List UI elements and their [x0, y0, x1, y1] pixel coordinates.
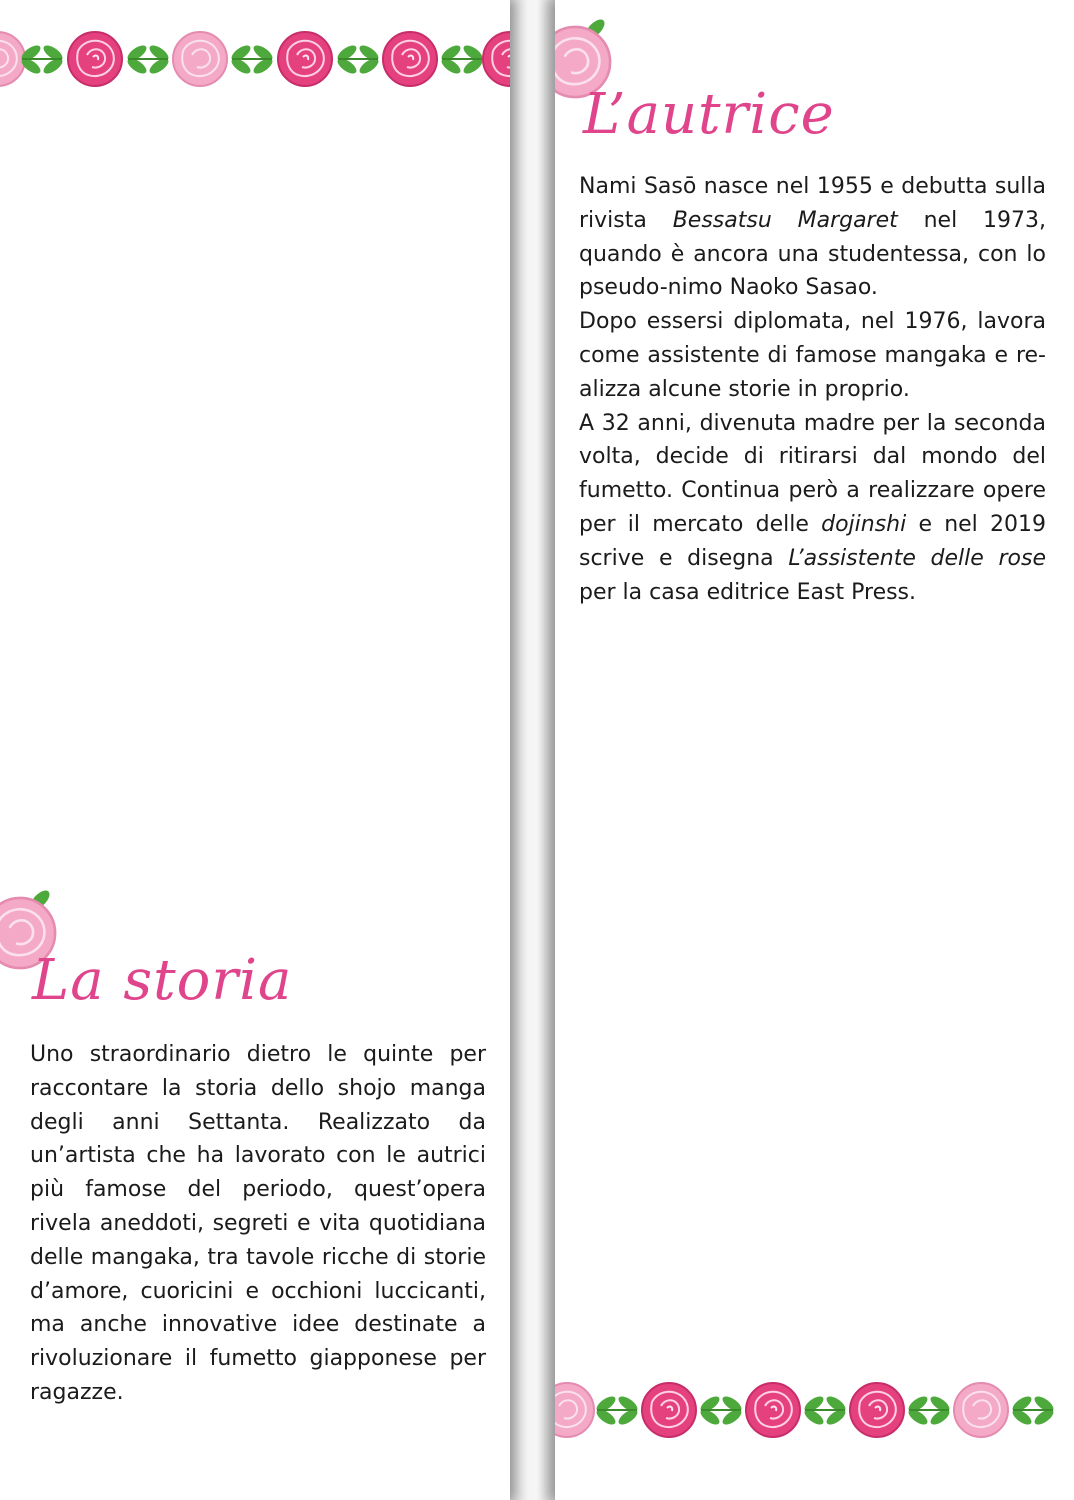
rose-icon — [555, 1383, 594, 1437]
rose-icon — [483, 32, 510, 86]
text-run: e nel 2019 scrive e disegna — [579, 511, 1047, 571]
rose-border-top — [0, 24, 510, 94]
right-page — [555, 0, 1074, 1500]
leaf-icon — [125, 43, 171, 77]
rose-icon — [954, 1383, 1008, 1437]
text-run: Nami Sasō nasce nel 1955 e debutta sulla rivista — [579, 174, 1046, 233]
leaf-icon — [439, 43, 485, 77]
leaf-icon — [906, 1394, 952, 1428]
story-paragraph — [30, 1038, 486, 1410]
leaf-icon — [698, 1394, 744, 1428]
leaf-icon — [1010, 1394, 1056, 1428]
leaf-icon — [229, 43, 275, 77]
author-paragraphs — [579, 170, 1046, 609]
leaf-icon — [335, 43, 381, 77]
magazine-title: Bessatsu Margaret — [672, 207, 898, 233]
story-heading: La storia — [32, 948, 293, 1013]
text-run: per la casa editrice East Press. — [579, 579, 917, 605]
author-paragraph-2: Dopo essersi diplomata, nel 1976, lavora come assistente di famose mangaka e re-alizza alcune storie in proprio. — [579, 309, 1046, 402]
rose-icon — [68, 32, 122, 86]
rose-icon — [746, 1383, 800, 1437]
author-paragraph-1 — [579, 170, 1046, 305]
rose-icon — [850, 1383, 904, 1437]
rose-icon — [383, 32, 437, 86]
leaf-icon — [594, 1394, 640, 1428]
work-title: L’assistente delle rose — [788, 545, 1046, 571]
dojinshi-term: dojinshi — [821, 511, 907, 537]
book-gutter — [510, 0, 555, 1500]
rose-icon — [278, 32, 332, 86]
text-run: A 32 anni, divenuta madre per la seconda volta, decide di ritirarsi dal mondo del fumetto. Continua però a realizzare opere per il mercato delle — [579, 410, 1046, 537]
story-text: Uno straordinario dietro le quinte per raccontare la storia dello shojo manga degli anni Settanta. Realizzato da un’artista che ha lavorato con le autrici più famose del periodo, quest’opera rivela aneddoti, segreti e vita quotidiana delle mangaka, tra tavole ricche di storie d’amore, cuoricini e occhioni luccicanti, ma anche innovative idee destinate a rivoluzionare il fumetto giapponese per ragazze. — [30, 1042, 486, 1405]
text-run: nel 1973, quando è ancora una studentessa, con lo pseudo-nimo Naoko Sasao. — [579, 207, 1047, 301]
rose-icon — [642, 1383, 696, 1437]
author-heading: L’autrice — [583, 82, 835, 147]
author-paragraph-3 — [579, 407, 1046, 610]
left-page — [0, 0, 510, 1500]
rose-border-bottom — [555, 1375, 1074, 1445]
leaf-icon — [802, 1394, 848, 1428]
leaf-icon — [19, 43, 65, 77]
rose-icon — [173, 32, 227, 86]
